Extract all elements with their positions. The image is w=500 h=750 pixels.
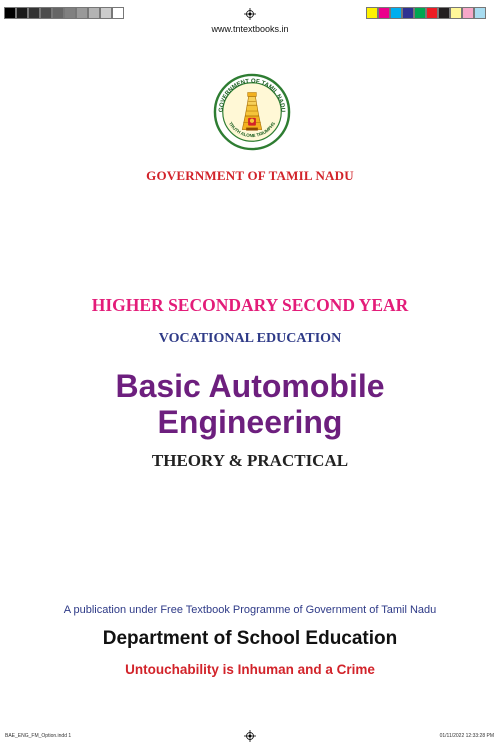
color-swatch [366,7,378,19]
gray-swatch [88,7,100,19]
color-swatch [426,7,438,19]
publication-note: A publication under Free Textbook Programme of Government of Tamil Nadu [63,604,437,616]
color-swatch [402,7,414,19]
registration-mark-icon [244,8,256,20]
footer-timestamp: 01/11/2022 12:33:28 PM [439,733,494,739]
gray-swatch [52,7,64,19]
book-title-line-2: Engineering [157,404,343,440]
color-calibration-strip [366,7,486,19]
department-name: Department of School Education [102,628,398,649]
gray-swatch [100,7,112,19]
gray-swatch [40,7,52,19]
grayscale-calibration-strip [4,7,124,19]
color-swatch [474,7,486,19]
gray-swatch [76,7,88,19]
gray-swatch [112,7,124,19]
stream-heading: VOCATIONAL EDUCATION [158,331,342,346]
emblem-ring-text-top: GOVERNMENT OF TAMIL NADU [218,78,286,113]
color-swatch [390,7,402,19]
book-title-line-1: Basic Automobile [115,368,385,404]
tamil-nadu-emblem-icon [213,73,291,151]
gray-swatch [16,7,28,19]
color-swatch [378,7,390,19]
registration-mark-icon [244,730,256,742]
footer-file-name: BAE_ENG_FM_Option.indd 1 [5,733,72,739]
color-swatch [414,7,426,19]
slogan: Untouchability is Inhuman and a Crime [125,662,375,677]
government-heading: GOVERNMENT OF TAMIL NADU [146,168,354,183]
emblem-ring-text-bottom: TRUTH ALONE TRIUMPHS [227,121,277,139]
gray-swatch [28,7,40,19]
gray-swatch [64,7,76,19]
color-swatch [462,7,474,19]
class-heading: HIGHER SECONDARY SECOND YEAR [91,295,409,315]
color-swatch [450,7,462,19]
book-subtitle: THEORY & PRACTICAL [151,451,349,470]
gray-swatch [4,7,16,19]
book-title [0,368,500,440]
color-swatch [438,7,450,19]
website-url: www.tntextbooks.in [211,24,289,34]
